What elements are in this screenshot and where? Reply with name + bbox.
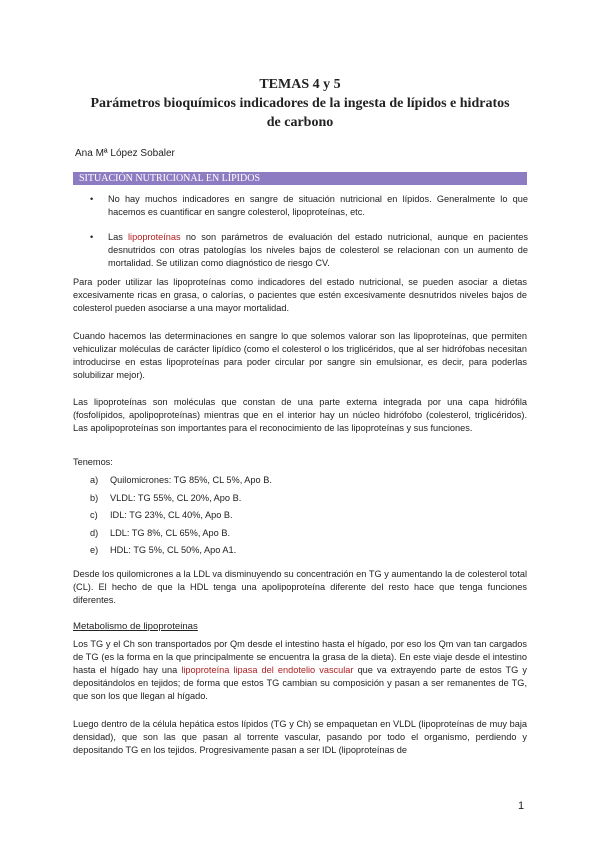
page-number: 1 <box>518 800 525 812</box>
paragraph <box>73 638 527 703</box>
paragraph: Las lipoproteínas son moléculas que constan de una parte externa integrada por una capa hidrófila (fosfolípidos, apolipoproteínas) mientras que en el interior hay un núcleo hidrófobo (colesterol, triglicéridos). Las apolipoproteínas son importantes para el reconocimiento de las lipoproteínas y sus funciones. <box>73 397 527 433</box>
paragraph-text-pre: Los TG y el Ch son transportados por Qm desde el intestino hasta el hígado, por eso los Qm van tan cargados de TG (es la forma en la que principalmente se encuentra la grasa de la dieta). En este viaje desde el intestino hasta el hígado hay una <box>73 639 527 675</box>
subheading: Metabolismo de lipoproteinas <box>73 621 198 632</box>
bullet-text: No hay muchos indicadores en sangre de situación nutricional en lípidos. Generalmente lo que hacemos es cuantificar en sangre colesterol, lipoproteínas, etc. <box>108 194 528 217</box>
list-item <box>90 509 490 522</box>
document-title: TEMAS 4 y 5 <box>259 77 341 92</box>
list-text: VLDL: TG 55%, CL 20%, Apo B. <box>110 492 242 503</box>
paragraph: Tenemos: <box>73 457 113 467</box>
lipoprotein-list <box>90 474 490 562</box>
paragraph-text-post: que va extrayendo parte de estos TG y depositándolos en tejidos; de forma que estos TG cambian su composición y pasan a ser remanentes de TG, que son los que llegan al hígado. <box>73 665 528 701</box>
bullet-item <box>90 193 528 219</box>
list-marker: d) <box>90 527 99 538</box>
highlighted-term: lipoproteínas <box>128 232 181 242</box>
document-subtitle-line1: Parámetros bioquímicos indicadores de la ingesta de lípidos e hidratos <box>90 96 510 111</box>
list-text: LDL: TG 8%, CL 65%, Apo B. <box>110 527 231 538</box>
title-block <box>60 76 540 132</box>
list-marker: e) <box>90 545 99 555</box>
list-item <box>90 527 490 540</box>
bullet-list <box>90 193 528 282</box>
author: Ana Mª López Sobaler <box>75 148 175 159</box>
list-text: IDL: TG 23%, CL 40%, Apo B. <box>110 510 233 520</box>
section-heading: SITUACIÓN NUTRICIONAL EN LÍPIDOS <box>73 172 527 185</box>
list-marker: a) <box>90 475 99 485</box>
paragraph: Cuando hacemos las determinaciones en sangre lo que solemos valorar son las lipoproteínas, que permiten vehiculizar moléculas de carácter lipídico (como el colesterol o los triglicéridos, que al ser hidrófobas necesitan introducirse en estas lipoproteínas para poder circular por sangre sin emulsionar, es decir, para poderlas solubilizar mejor). <box>73 331 527 380</box>
paragraph: Desde los quilomicrones a la LDL va disminuyendo su concentración en TG y aumentando la de colesterol total (CL). El hecho de que la HDL tenga una apolipoproteína diferente del resto hace que tenga funciones diferentes. <box>73 569 527 605</box>
list-text: Quilomicrones: TG 85%, CL 5%, Apo B. <box>110 475 272 485</box>
bullet-item <box>90 231 528 270</box>
list-item <box>90 474 490 487</box>
document-subtitle-line2: de carbono <box>266 115 334 130</box>
list-item <box>90 492 490 505</box>
paragraph: Luego dentro de la célula hepática estos lípidos (TG y Ch) se empaquetan en VLDL (lipoproteínas de muy baja densidad), que son las que pasan al torrente vascular, pasando por todo el organismo, perdiendo y depositando TG en los tejidos. Progresivamente pasan a ser IDL (lipoproteínas de <box>73 719 527 755</box>
list-item <box>90 544 490 557</box>
bullet-text-pre: Las <box>108 232 129 242</box>
list-text: HDL: TG 5%, CL 50%, Apo A1. <box>110 545 237 555</box>
bullet-text-post: no son parámetros de evaluación del estado nutricional, aunque en pacientes desnutridos con otras patologías los niveles bajos de colesterol se relacionan con un aumento de mortalidad. Se utilizan como diagnóstico de riesgo CV. <box>108 232 528 268</box>
list-marker: c) <box>90 510 98 520</box>
paragraph: Para poder utilizar las lipoproteínas como indicadores del estado nutricional, se pueden asociar a dietas excesivamente ricas en grasa, o calorías, o pacientes que estén excesivamente desnutridos niveles bajos de colesterol pueden asociarse a una mayor mortalidad. <box>73 277 527 313</box>
highlighted-term: lipoproteína lipasa del endotelio vascular <box>181 665 354 675</box>
list-marker: b) <box>90 492 99 503</box>
